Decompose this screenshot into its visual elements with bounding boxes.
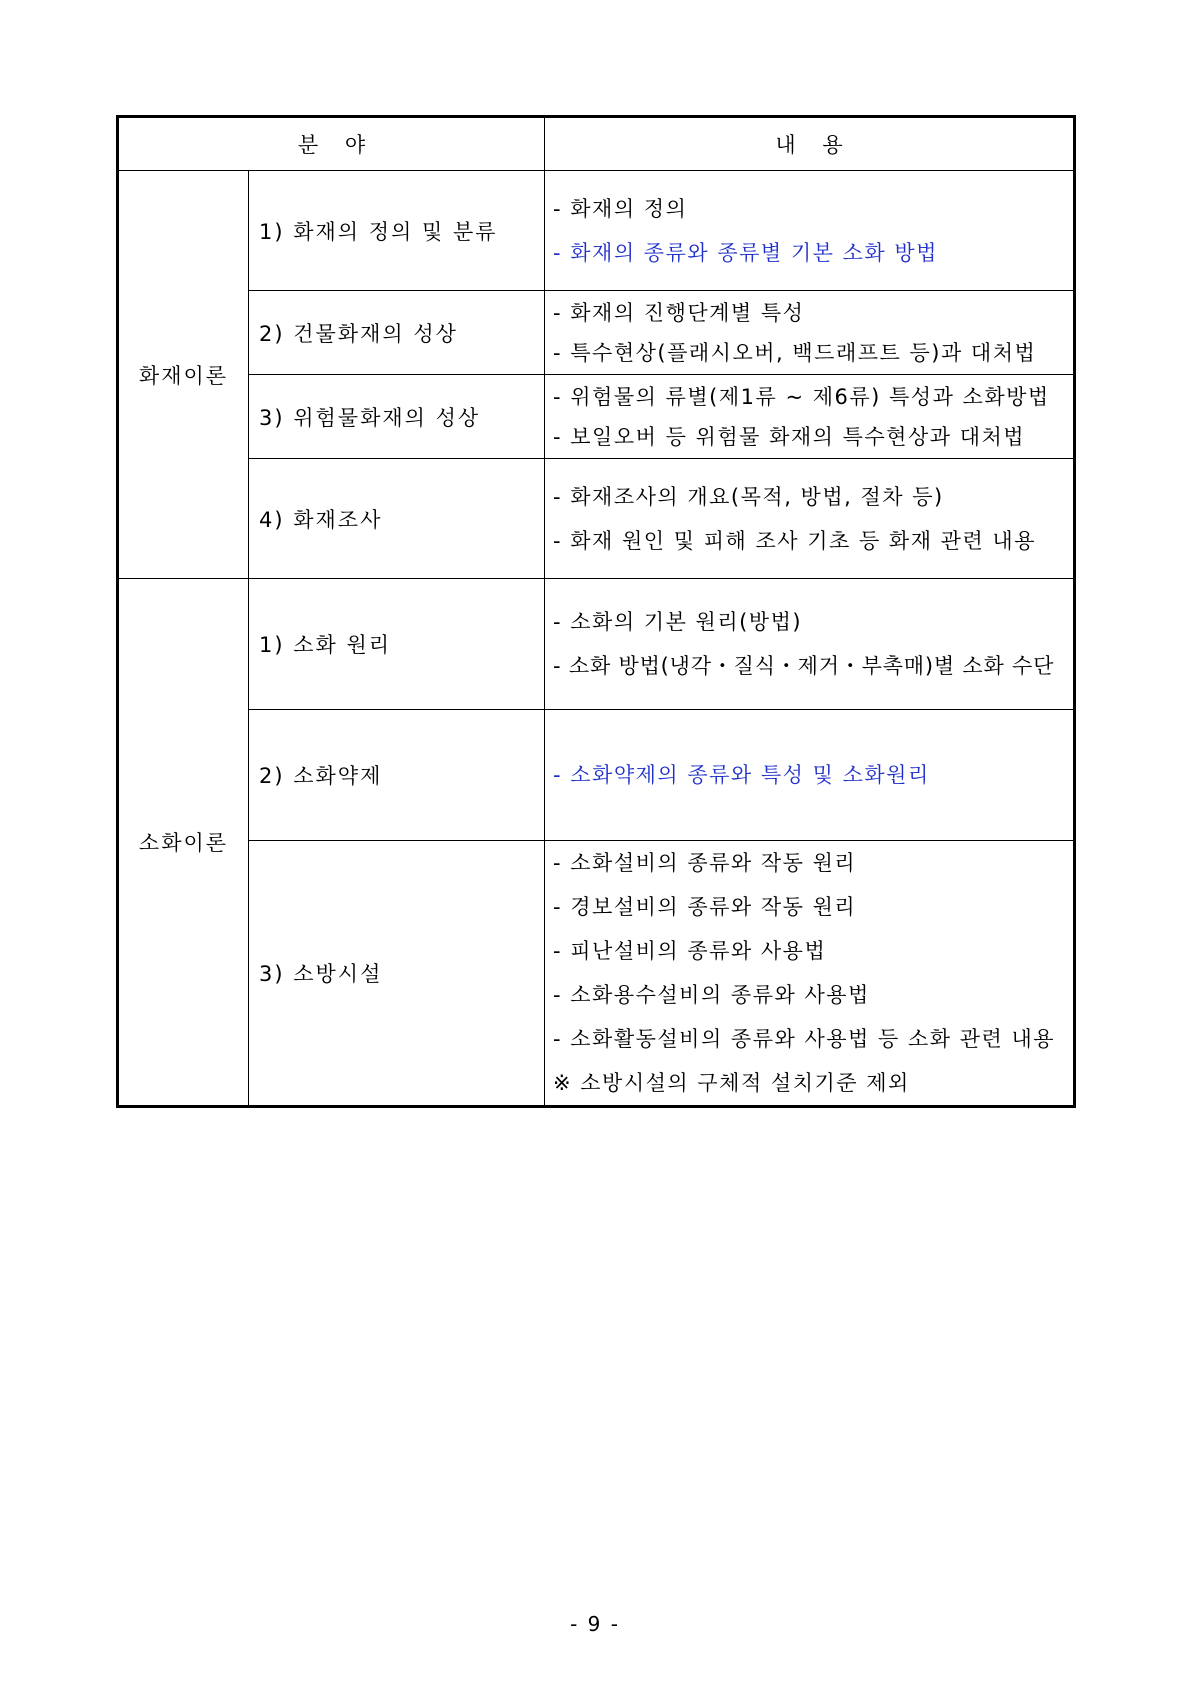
content-line: - 화재조사의 개요(목적, 방법, 절차 등) — [553, 484, 944, 509]
content-cell — [545, 459, 1075, 579]
content-note: ※ 소방시설의 구체적 설치기준 제외 — [553, 1071, 910, 1095]
table-row — [118, 579, 1075, 710]
table-header-row — [118, 117, 1075, 171]
content-line: - 화재의 진행단계별 특성 — [553, 300, 805, 325]
content-cell — [545, 841, 1075, 1107]
content-line: - 소화 방법(냉각・질식・제거・부촉매)별 소화 수단 — [553, 654, 1055, 678]
content-line: - 피난설비의 종류와 사용법 — [553, 939, 827, 963]
content-cell — [545, 291, 1075, 375]
content-line: - 소화용수설비의 종류와 사용법 — [553, 983, 870, 1007]
content-line: - 위험물의 류별(제1류 ~ 제6류) 특성과 소화방법 — [553, 384, 1050, 409]
table-row — [118, 841, 1075, 1107]
subject-cell: 4) 화재조사 — [249, 459, 545, 579]
header-content: 내 용 — [545, 117, 1075, 171]
category-cell: 화재이론 — [118, 171, 249, 579]
table-row — [118, 291, 1075, 375]
category-cell: 소화이론 — [118, 579, 249, 1107]
content-cell — [545, 710, 1075, 841]
content-line: - 소화의 기본 원리(방법) — [553, 610, 803, 634]
subject-cell: 3) 소방시설 — [249, 841, 545, 1107]
subject-cell: 3) 위험물화재의 성상 — [249, 375, 545, 459]
content-line: - 화재의 정의 — [553, 196, 688, 221]
content-line: - 경보설비의 종류와 작동 원리 — [553, 895, 857, 919]
content-line: - 특수현상(플래시오버, 백드래프트 등)과 대처법 — [553, 340, 1037, 365]
table-row — [118, 459, 1075, 579]
table-row — [118, 710, 1075, 841]
table-row — [118, 171, 1075, 291]
content-cell — [545, 375, 1075, 459]
content-cell — [545, 171, 1075, 291]
content-line: - 소화설비의 종류와 작동 원리 — [553, 851, 857, 875]
subject-cell: 2) 소화약제 — [249, 710, 545, 841]
subject-cell: 1) 화재의 정의 및 분류 — [249, 171, 545, 291]
subject-cell: 2) 건물화재의 성상 — [249, 291, 545, 375]
content-line-highlight: - 소화약제의 종류와 특성 및 소화원리 — [553, 763, 930, 787]
content-line: - 소화활동설비의 종류와 사용법 등 소화 관련 내용 — [553, 1027, 1056, 1051]
page-number: - 9 - — [570, 1612, 620, 1636]
header-field: 분 야 — [118, 117, 545, 171]
content-line: - 화재 원인 및 피해 조사 기초 등 화재 관련 내용 — [553, 528, 1036, 553]
content-cell — [545, 579, 1075, 710]
table-row — [118, 375, 1075, 459]
syllabus-table — [116, 115, 1076, 1108]
subject-cell: 1) 소화 원리 — [249, 579, 545, 710]
content-line-highlight: - 화재의 종류와 종류별 기본 소화 방법 — [553, 240, 938, 265]
content-line: - 보일오버 등 위험물 화재의 특수현상과 대처법 — [553, 424, 1026, 449]
